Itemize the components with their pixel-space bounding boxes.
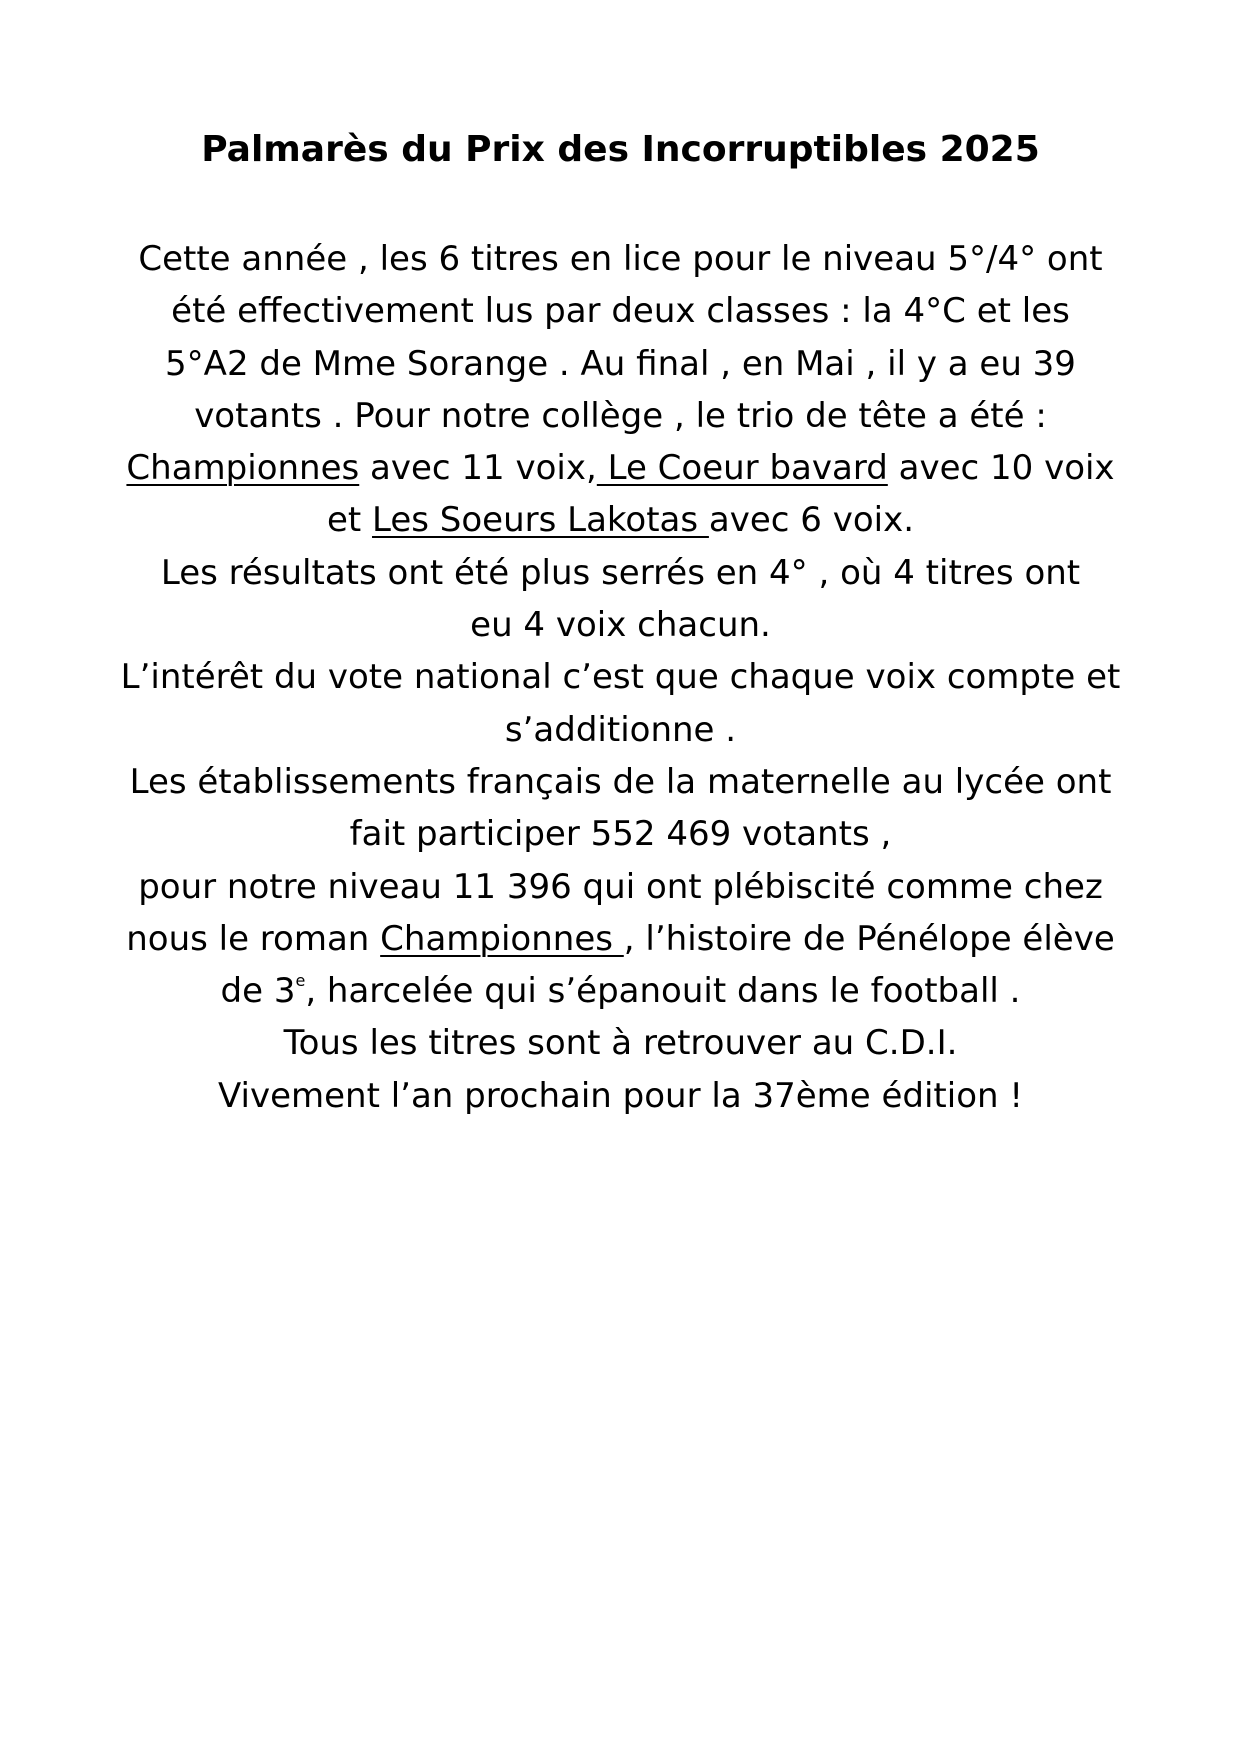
text-line-third-book xyxy=(40,494,1201,546)
votes-text: avec 6 voix. xyxy=(708,500,915,541)
inline-text: , l’histoire de Pénélope élève xyxy=(623,918,1115,959)
text-line: eu 4 voix chacun. xyxy=(470,605,771,646)
book-title-les-soeurs-lakotas: Les Soeurs Lakotas xyxy=(372,500,709,541)
text-line: été effectivement lus par deux classes : la 4°C et les xyxy=(171,291,1070,332)
text-line: Les résultats ont été plus serrés en 4° , où 4 titres ont xyxy=(160,552,1081,593)
text-line-description xyxy=(40,965,1201,1017)
text-line: 5°A2 de Mme Sorange . Au final , en Mai , il y a eu 39 xyxy=(165,343,1076,384)
votes-text: avec 10 voix xyxy=(887,448,1115,489)
text-line: Cette année , les 6 titres en lice pour le niveau 5°/4° ont xyxy=(138,239,1103,279)
inline-text: de 3 xyxy=(220,971,296,1012)
text-line: Vivement l’an prochain pour la 37ème édition ! xyxy=(217,1075,1023,1116)
text-line: Les établissements français de la maternelle au lycée ont xyxy=(129,761,1112,802)
inline-text: nous le roman xyxy=(126,918,381,959)
text-line: pour notre niveau 11 396 qui ont plébiscité comme chez xyxy=(138,866,1103,907)
text-line: fait participer 552 469 votants , xyxy=(349,814,892,855)
document-title: Palmarès du Prix des Incorruptibles 2025 xyxy=(201,129,1040,170)
document-body xyxy=(40,233,1201,1122)
text-line: Tous les titres sont à retrouver au C.D.I. xyxy=(283,1023,958,1064)
text-line-roman xyxy=(40,913,1201,965)
book-title-championnes-2: Championnes xyxy=(380,918,624,959)
inline-text: et xyxy=(326,500,373,541)
superscript: e xyxy=(295,971,306,991)
votes-text: avec 11 voix, xyxy=(359,448,597,489)
book-title-le-coeur-bavard: Le Coeur bavard xyxy=(596,448,888,489)
text-line-top-three xyxy=(40,442,1201,494)
text-line: votants . Pour notre collège , le trio de tête a été : xyxy=(194,395,1047,436)
book-title-championnes: Championnes xyxy=(126,448,360,489)
text-line: L’intérêt du vote national c’est que chaque voix compte et xyxy=(120,657,1121,698)
text-line: s’additionne . xyxy=(504,709,737,750)
inline-text: , harcelée qui s’épanouit dans le football . xyxy=(305,971,1021,1012)
